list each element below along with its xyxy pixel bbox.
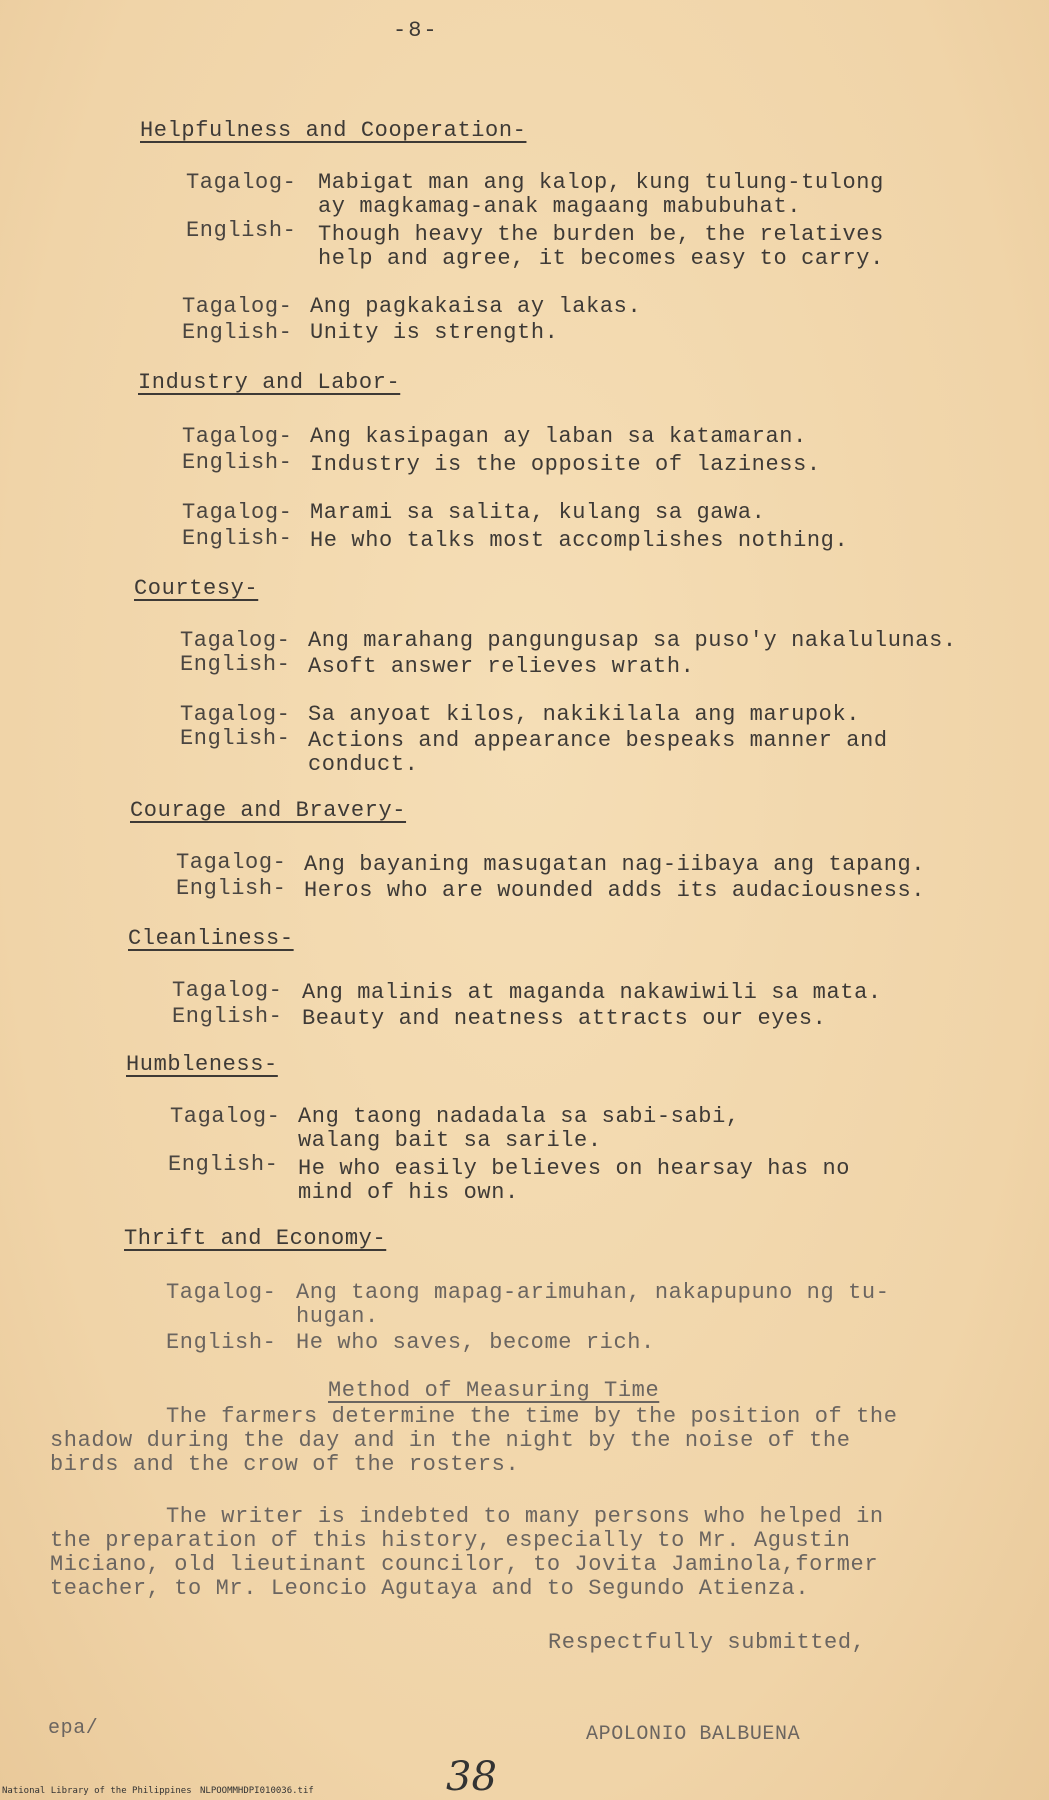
english-label: English- (166, 1330, 277, 1355)
archive-footer: National Library of the Philippines (2, 1786, 192, 1796)
method-line: birds and the crow of the rosters. (50, 1452, 520, 1477)
tagalog-label: Tagalog- (182, 424, 293, 449)
proverb-english: He who talks most accomplishes nothing. (310, 528, 849, 553)
english-label: English- (186, 218, 297, 243)
english-label: English- (182, 450, 293, 475)
section-heading: Industry and Labor- (138, 370, 401, 395)
proverb-english: Unity is strength. (310, 320, 559, 345)
section-heading: Helpfulness and Cooperation- (140, 118, 527, 143)
section-heading: Courtesy- (134, 576, 259, 601)
english-label: English- (176, 876, 287, 901)
english-label: English- (180, 652, 291, 677)
tagalog-label: Tagalog- (180, 628, 291, 653)
proverb-english: Though heavy the burden be, the relatives (318, 222, 884, 247)
proverb-tagalog: Ang pagkakaisa ay lakas. (310, 294, 642, 319)
proverb-english: Actions and appearance bespeaks manner and (308, 728, 888, 753)
tagalog-label: Tagalog- (180, 702, 291, 727)
signatory-name: APOLONIO BALBUENA (586, 1723, 801, 1746)
english-label: English- (168, 1152, 279, 1177)
proverb-english: Heros who are wounded adds its audaciousness. (304, 878, 926, 903)
english-label: English- (180, 726, 291, 751)
english-label: English- (182, 526, 293, 551)
tagalog-label: Tagalog- (176, 850, 287, 875)
tagalog-label: Tagalog- (186, 170, 297, 195)
proverb-english: Industry is the opposite of laziness. (310, 452, 821, 477)
acknowledgement-line: the preparation of this history, especially to Mr. Agustin (50, 1528, 851, 1553)
proverb-english: Beauty and neatness attracts our eyes. (302, 1006, 827, 1031)
section-heading: Humbleness- (126, 1052, 278, 1077)
acknowledgement-line: Miciano, old lieutinant councilor, to Jovita Jaminola,former (50, 1552, 879, 1577)
proverb-english: mind of his own. (298, 1180, 519, 1205)
method-title: Method of Measuring Time (328, 1378, 660, 1403)
proverb-tagalog: Ang taong mapag-arimuhan, nakapupuno ng tu- (296, 1280, 890, 1305)
proverb-tagalog: Mabigat man ang kalop, kung tulung-tulong (318, 170, 884, 195)
section-heading: Cleanliness- (128, 926, 294, 951)
handwritten-page-number: 38 (446, 1754, 497, 1800)
archive-file-id: NLPOOMMHDPI010036.tif (200, 1786, 314, 1796)
proverb-tagalog: Marami sa salita, kulang sa gawa. (310, 500, 766, 525)
section-heading: Courage and Bravery- (130, 798, 407, 823)
proverb-english: conduct. (308, 752, 419, 777)
tagalog-label: Tagalog- (182, 294, 293, 319)
closing-text: Respectfully submitted, (548, 1630, 866, 1655)
proverb-english: help and agree, it becomes easy to carry. (318, 246, 884, 271)
tagalog-label: Tagalog- (182, 500, 293, 525)
proverb-tagalog: hugan. (296, 1304, 379, 1329)
english-label: English- (182, 320, 293, 345)
proverb-tagalog: Sa anyoat kilos, nakikilala ang marupok. (308, 702, 861, 727)
tagalog-label: Tagalog- (166, 1280, 277, 1305)
proverb-tagalog: Ang marahang pangungusap sa puso'y nakalulunas. (308, 628, 957, 653)
proverb-english: He who easily believes on hearsay has no (298, 1156, 851, 1181)
proverb-tagalog: Ang kasipagan ay laban sa katamaran. (310, 424, 807, 449)
tagalog-label: Tagalog- (172, 978, 283, 1003)
proverb-tagalog: walang bait sa sarile. (298, 1128, 602, 1153)
tagalog-label: Tagalog- (170, 1104, 281, 1129)
typist-initials: epa/ (48, 1717, 99, 1740)
proverb-tagalog: Ang malinis at maganda nakawiwili sa mata. (302, 980, 882, 1005)
proverb-english: Asoft answer relieves wrath. (308, 654, 695, 679)
method-line: shadow during the day and in the night by the noise of the (50, 1428, 851, 1453)
proverb-tagalog: Ang taong nadadala sa sabi-sabi, (298, 1104, 740, 1129)
proverb-tagalog: Ang bayaning masugatan nag-iibaya ang tapang. (304, 852, 926, 877)
proverb-english: He who saves, become rich. (296, 1330, 655, 1355)
page-number: -8- (393, 18, 439, 43)
proverb-tagalog: ay magkamag-anak magaang mabubuhat. (318, 194, 802, 219)
acknowledgement-line: teacher, to Mr. Leoncio Agutaya and to Segundo Atienza. (50, 1576, 810, 1601)
method-line: The farmers determine the time by the position of the (166, 1404, 898, 1429)
acknowledgement-line: The writer is indebted to many persons who helped in (166, 1504, 884, 1529)
english-label: English- (172, 1004, 283, 1029)
section-heading: Thrift and Economy- (124, 1226, 387, 1251)
